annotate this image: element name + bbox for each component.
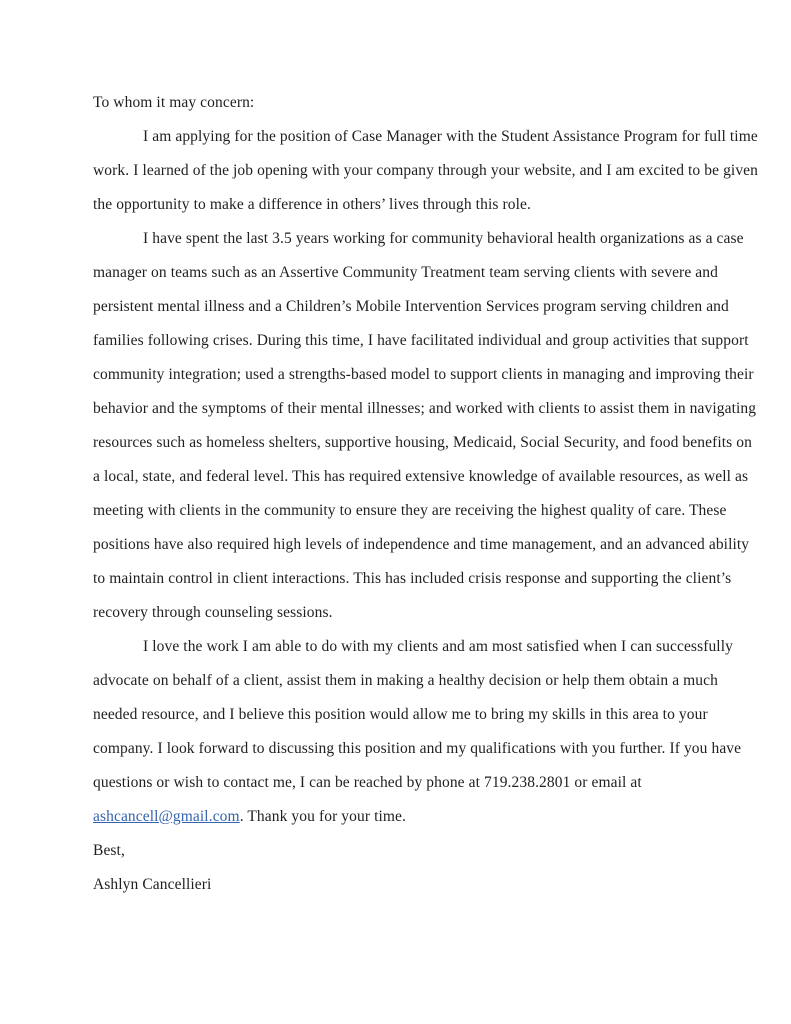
letter-line: needed resource, and I believe this position would allow me to bring my skills in this area to your	[93, 706, 708, 723]
letter-line: persistent mental illness and a Children’s Mobile Intervention Services program serving children and	[93, 298, 729, 315]
letter-line: advocate on behalf of a client, assist them in making a healthy decision or help them obtain a much	[93, 672, 718, 689]
letter-line-email	[93, 800, 711, 834]
letter-line: recovery through counseling sessions.	[93, 604, 333, 621]
letter-line: I am applying for the position of Case Manager with the Student Assistance Program for full time	[143, 128, 758, 145]
letter-line: behavior and the symptoms of their mental illnesses; and worked with clients to assist them in navigating	[93, 400, 757, 417]
letter-line: the opportunity to make a difference in others’ lives through this role.	[93, 196, 531, 213]
email-line-rest: . Thank you for your time.	[239, 808, 407, 825]
letter-line: I love the work I am able to do with my clients and am most satisfied when I can successfully	[143, 638, 733, 655]
letter-line: meeting with clients in the community to ensure they are receiving the highest quality of care. These	[93, 502, 727, 519]
letter-line: to maintain control in client interactions. This has included crisis response and supporting the client’s	[93, 570, 732, 587]
salutation: To whom it may concern:	[93, 94, 255, 111]
email-link[interactable]: ashcancell@gmail.com	[93, 808, 240, 825]
letter-line: resources such as homeless shelters, supportive housing, Medicaid, Social Security, and food benefits on	[93, 434, 752, 451]
letter-line: families following crises. During this time, I have facilitated individual and group activities that support	[93, 332, 749, 349]
letter-line: work. I learned of the job opening with your company through your website, and I am excited to be given	[93, 162, 758, 179]
letter-line: community integration; used a strengths-based model to support clients in managing and improving their	[93, 366, 754, 383]
letter-line: questions or wish to contact me, I can be reached by phone at 719.238.2801 or email at	[93, 774, 642, 791]
letter-line: a local, state, and federal level. This has required extensive knowledge of available resources, as well as	[93, 468, 749, 485]
closing: Best,	[93, 842, 125, 859]
letter-line: I have spent the last 3.5 years working for community behavioral health organizations as a case	[143, 230, 744, 247]
letter-line: positions have also required high levels of independence and time management, and an advanced ability	[93, 536, 750, 553]
letter-line: manager on teams such as an Assertive Community Treatment team serving clients with severe and	[93, 264, 718, 281]
letter-line: company. I look forward to discussing this position and my qualifications with you further. If you have	[93, 740, 742, 757]
signature-name: Ashlyn Cancellieri	[93, 876, 212, 893]
